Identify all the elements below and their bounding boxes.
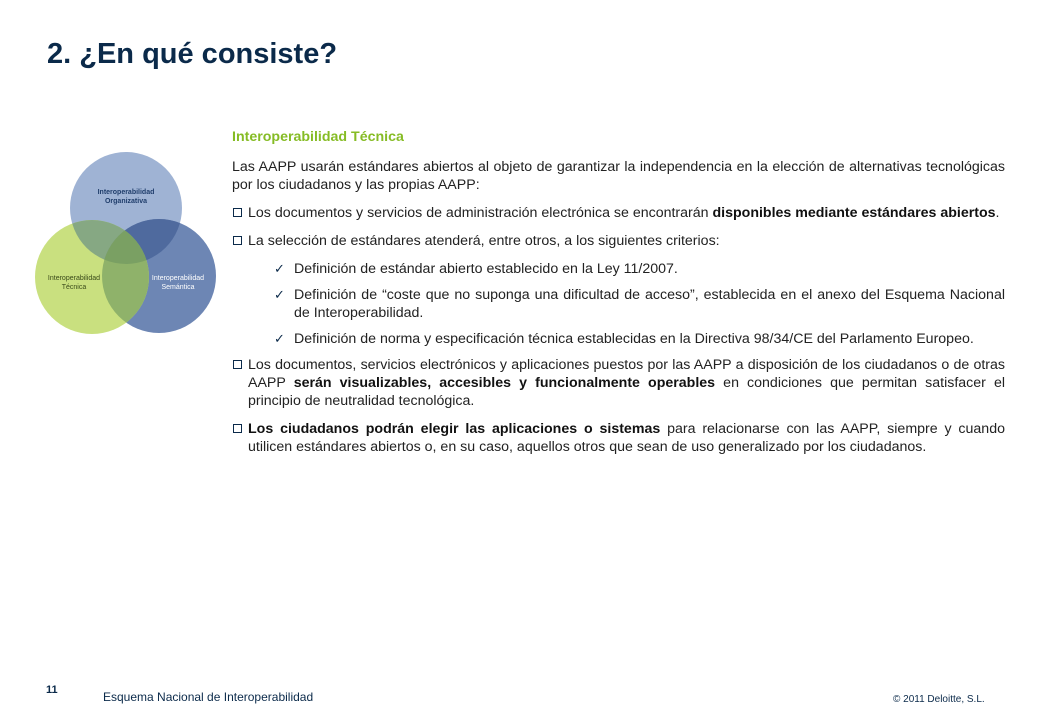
checkbox-bullet-icon [233,360,242,369]
slide-title: 2. ¿En qué consiste? [47,38,338,70]
criteria-text: Definición de norma y especificación técnica establecidas en la Directiva 98/34/CE del Parlamento Europeo. [294,331,974,347]
bullet-item [232,420,1005,456]
content-panel [232,128,1005,466]
checkmark-icon: ✓ [274,261,285,276]
checkmark-icon: ✓ [274,331,285,346]
criteria-text: Definición de estándar abierto establecido en la Ley 11/2007. [294,261,678,277]
label-semantica-line2: Semántica [161,284,195,291]
bullet-item [232,232,1005,250]
checkbox-bullet-icon [233,236,242,245]
checkmark-icon: ✓ [274,287,285,302]
label-semantica-line1: Interoperabilidad [151,275,205,282]
bullet-text: Los documentos, servicios electrónicos y aplicaciones puestos por las AAPP a disposición de los ciudadanos o de otras AAPP serán visualizables, accesibles y funcionalmente operables en condiciones que permitan satisfacer el principio de neutralidad tecnológica. [248,357,1005,409]
label-organizativa-line1: Interoperabilidad [97,189,155,196]
checkbox-bullet-icon [233,208,242,217]
interoperability-venn-diagram [28,148,220,348]
bullet-text: Los ciudadanos podrán elegir las aplicaciones o sistemas para relacionarse con las AAPP, siempre y cuando utilicen estándares abiertos o, en su caso, aquellos otros que sean de uso generalizado por los ciudadanos. [248,421,1005,455]
bullet-text: La selección de estándares atenderá, entre otros, a los siguientes criterios: [248,233,720,249]
section-heading: Interoperabilidad Técnica [232,129,404,145]
label-tecnica-line2: Técnica [61,284,87,291]
criteria-text: Definición de “coste que no suponga una dificultad de acceso”, establecida en el anexo del Esquema Nacional de Interoperabilidad. [294,287,1005,321]
footer-document-name: Esquema Nacional de Interoperabilidad [103,690,314,704]
intro-paragraph: Las AAPP usarán estándares abiertos al objeto de garantizar la independencia en la elección de alternativas tecnológicas por los ciudadanos y las propias AAPP: [232,159,1005,193]
bullet-text: Los documentos y servicios de administración electrónica se encontrarán disponibles mediante estándares abiertos. [248,205,1000,221]
checkbox-bullet-icon [233,424,242,433]
page-number: 11 [46,684,58,696]
label-tecnica-line1: Interoperabilidad [47,275,101,282]
bullet-item [232,204,1005,222]
criteria-item [274,260,1005,278]
label-organizativa-line2: Organizativa [104,198,148,205]
criteria-item [274,330,1005,348]
bullet-item [232,356,1005,410]
criteria-item [274,286,1005,322]
footer-copyright: © 2011 Deloitte, S.L. [893,694,985,705]
